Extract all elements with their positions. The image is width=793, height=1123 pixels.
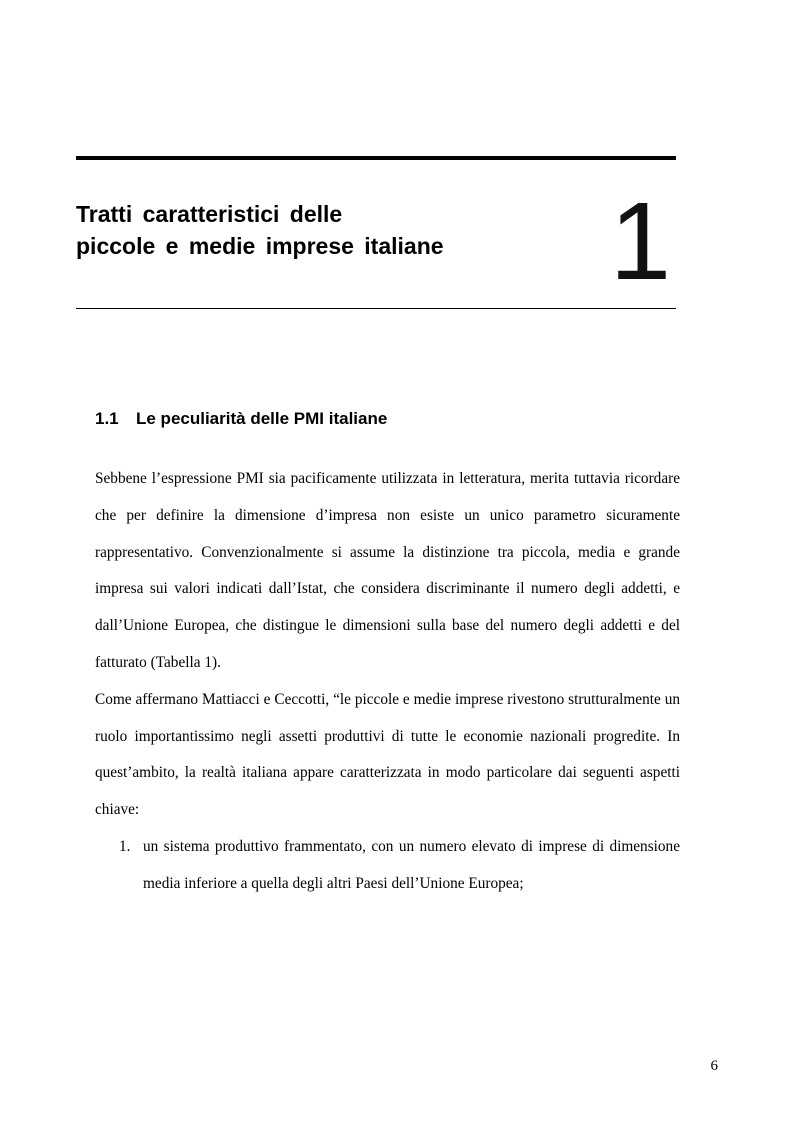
body-text <box>95 461 680 903</box>
section-title: Le peculiarità delle PMI italiane <box>136 409 388 428</box>
chapter-bottom-rule <box>76 308 676 309</box>
paragraph: Sebbene l’espressione PMI sia pacificamente utilizzata in letteratura, merita tuttavia ricordare che per definire la dimensione d’impresa non esiste un unico parametro sicuramente rappresentativo. Convenzionalmente si assume la distinzione tra piccola, media e grande impresa sui valori indicati dall’Istat, che considera discriminante il numero degli addetti, e dall’Unione Europea, che distingue le dimensioni sulla base del numero degli addetti e del fatturato (Tabella 1). <box>95 470 680 671</box>
chapter-number: 1 <box>609 180 671 303</box>
list-item-marker: 1. <box>119 837 131 855</box>
chapter-title-line-2: piccole e medie imprese italiane <box>76 233 444 259</box>
chapter-title <box>76 198 444 262</box>
chapter-title-line-1: Tratti caratteristici delle <box>76 201 343 227</box>
key-aspects-list <box>95 829 680 903</box>
section-number: 1.1 <box>95 409 119 428</box>
paragraph: Come affermano Mattiacci e Ceccotti, “le piccole e medie imprese rivestono strutturalmente un ruolo importantissimo negli assetti produttivi di tutte le economie nazionali progredite. In quest’ambito, la realtà italiana appare caratterizzata in modo particolare dai seguenti aspetti chiave: <box>95 690 680 819</box>
chapter-top-rule <box>76 156 676 160</box>
list-item <box>95 829 680 903</box>
page-number: 6 <box>710 1058 718 1074</box>
section-heading <box>95 406 387 432</box>
list-item-text: un sistema produttivo frammentato, con un numero elevato di imprese di dimensione media inferiore a quella degli altri Paesi dell’Unione Europea; <box>143 837 680 892</box>
